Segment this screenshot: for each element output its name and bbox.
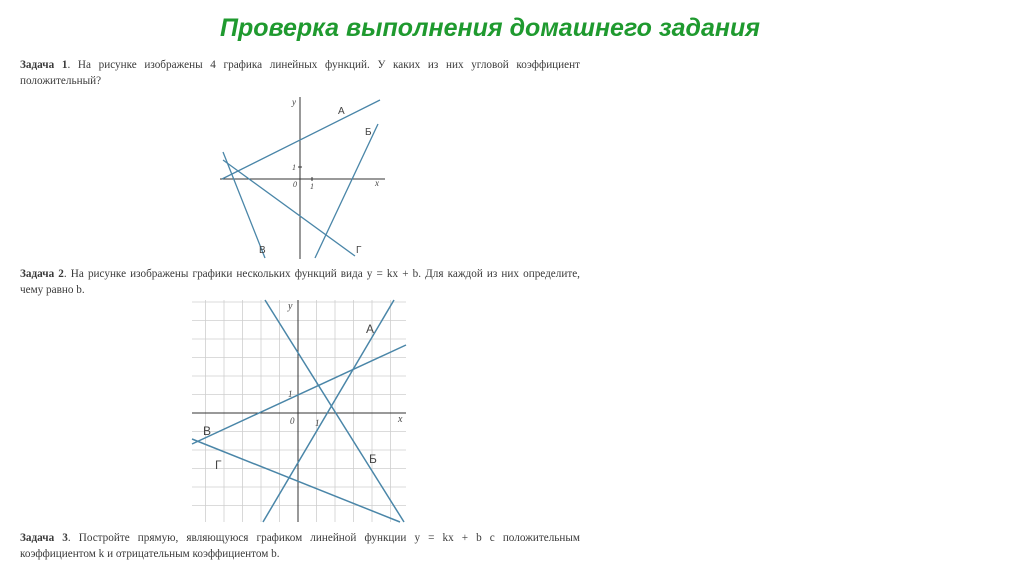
- line-b-label: Б: [365, 127, 372, 138]
- x-axis-label: x: [398, 414, 403, 425]
- line-v-label: В: [259, 245, 266, 256]
- task-2-graph: [188, 298, 410, 524]
- task-1: [20, 57, 580, 89]
- tick-y-label: 1: [292, 163, 296, 172]
- y-axis-label: y: [288, 301, 293, 312]
- task-3-text: . Постройте прямую, являющуюся графиком линейной функции y = kx + b с положительным коэффициентом k и отрицательным коэффициентом b.: [20, 532, 580, 560]
- task-1-label: Задача 1: [20, 59, 68, 71]
- task-2: [20, 266, 580, 298]
- line-b: [315, 124, 378, 258]
- y-axis-label: y: [292, 97, 296, 107]
- line-g-label: Г: [356, 245, 362, 256]
- tick-x-label: 1: [315, 418, 320, 428]
- line-b: [265, 300, 404, 522]
- origin-label: 0: [290, 416, 295, 426]
- tick-y-label: 1: [288, 389, 293, 399]
- line-g: [223, 160, 355, 256]
- line-b-label: Б: [369, 452, 377, 466]
- line-a-label: А: [366, 322, 375, 336]
- task-1-text: . На рисунке изображены 4 графика линейных функций. У каких из них угловой коэффициент положительный?: [20, 59, 580, 87]
- origin-label: 0: [293, 180, 297, 189]
- line-a-label: А: [338, 106, 345, 117]
- task-2-label: Задача 2: [20, 268, 64, 280]
- task-1-graph: [215, 92, 390, 262]
- task-3-label: Задача 3: [20, 532, 68, 544]
- task-3: [20, 530, 580, 562]
- line-g-label: Г: [215, 458, 222, 472]
- x-axis-label: x: [375, 178, 379, 188]
- task-2-text: . На рисунке изображены графики нескольких функций вида y = kx + b. Для каждой из них определите, чему равно b.: [20, 268, 580, 296]
- tick-x-label: 1: [310, 182, 314, 191]
- page-title: Проверка выполнения домашнего задания: [220, 14, 760, 42]
- line-v-label: В: [203, 424, 212, 438]
- line-a: [263, 300, 394, 522]
